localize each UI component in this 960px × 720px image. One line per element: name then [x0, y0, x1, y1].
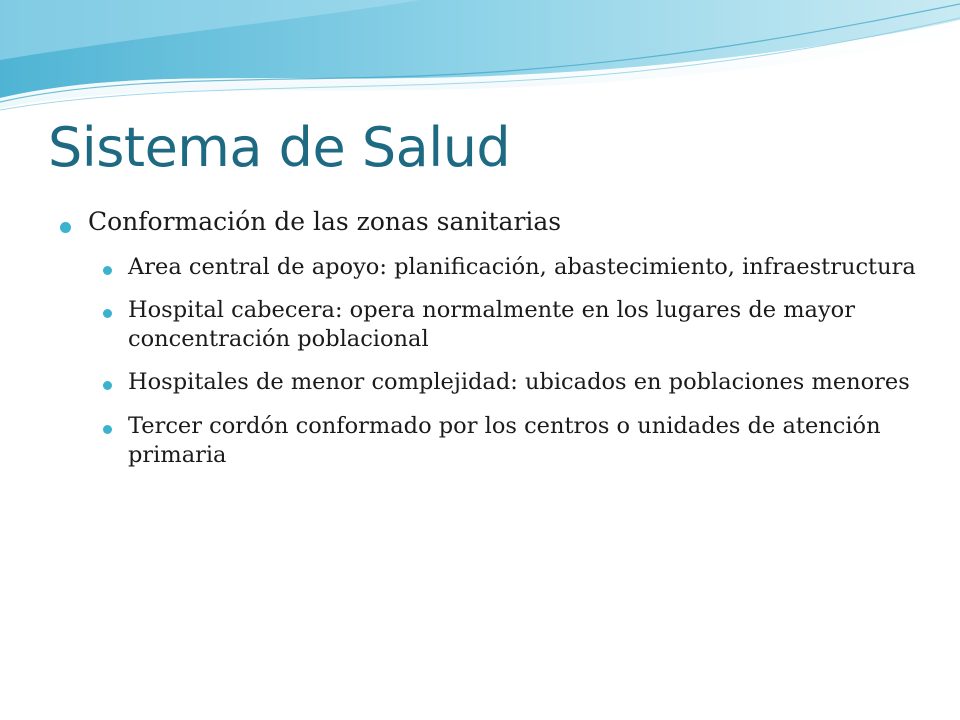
sub-bullet-text: Tercer cordón conformado por los centros o unidades de atención primaria	[128, 412, 881, 468]
slide-title: Sistema de Salud	[48, 116, 511, 179]
sub-bullet-item	[60, 253, 920, 282]
bullet-item-level1	[60, 206, 920, 239]
bullet-text: Conformación de las zonas sanitarias	[88, 207, 562, 236]
sub-bullet-text: Hospital cabecera: opera normalmente en los lugares de mayor concentración poblacional	[128, 296, 855, 352]
sub-bullet-list	[60, 253, 920, 471]
bullet-dot-icon	[103, 381, 112, 390]
sub-bullet-text: Area central de apoyo: planificación, abastecimiento, infraestructura	[128, 253, 916, 280]
sub-bullet-item	[60, 412, 920, 471]
sub-bullet-item	[60, 368, 920, 397]
bullet-dot-icon	[60, 222, 71, 233]
sub-bullet-text: Hospitales de menor complejidad: ubicados en poblaciones menores	[128, 369, 910, 396]
bullet-dot-icon	[103, 425, 112, 434]
slide-content	[60, 206, 920, 484]
bullet-dot-icon	[103, 266, 112, 275]
header-wave-decoration	[0, 0, 960, 120]
bullet-dot-icon	[103, 309, 112, 318]
sub-bullet-item	[60, 296, 920, 355]
